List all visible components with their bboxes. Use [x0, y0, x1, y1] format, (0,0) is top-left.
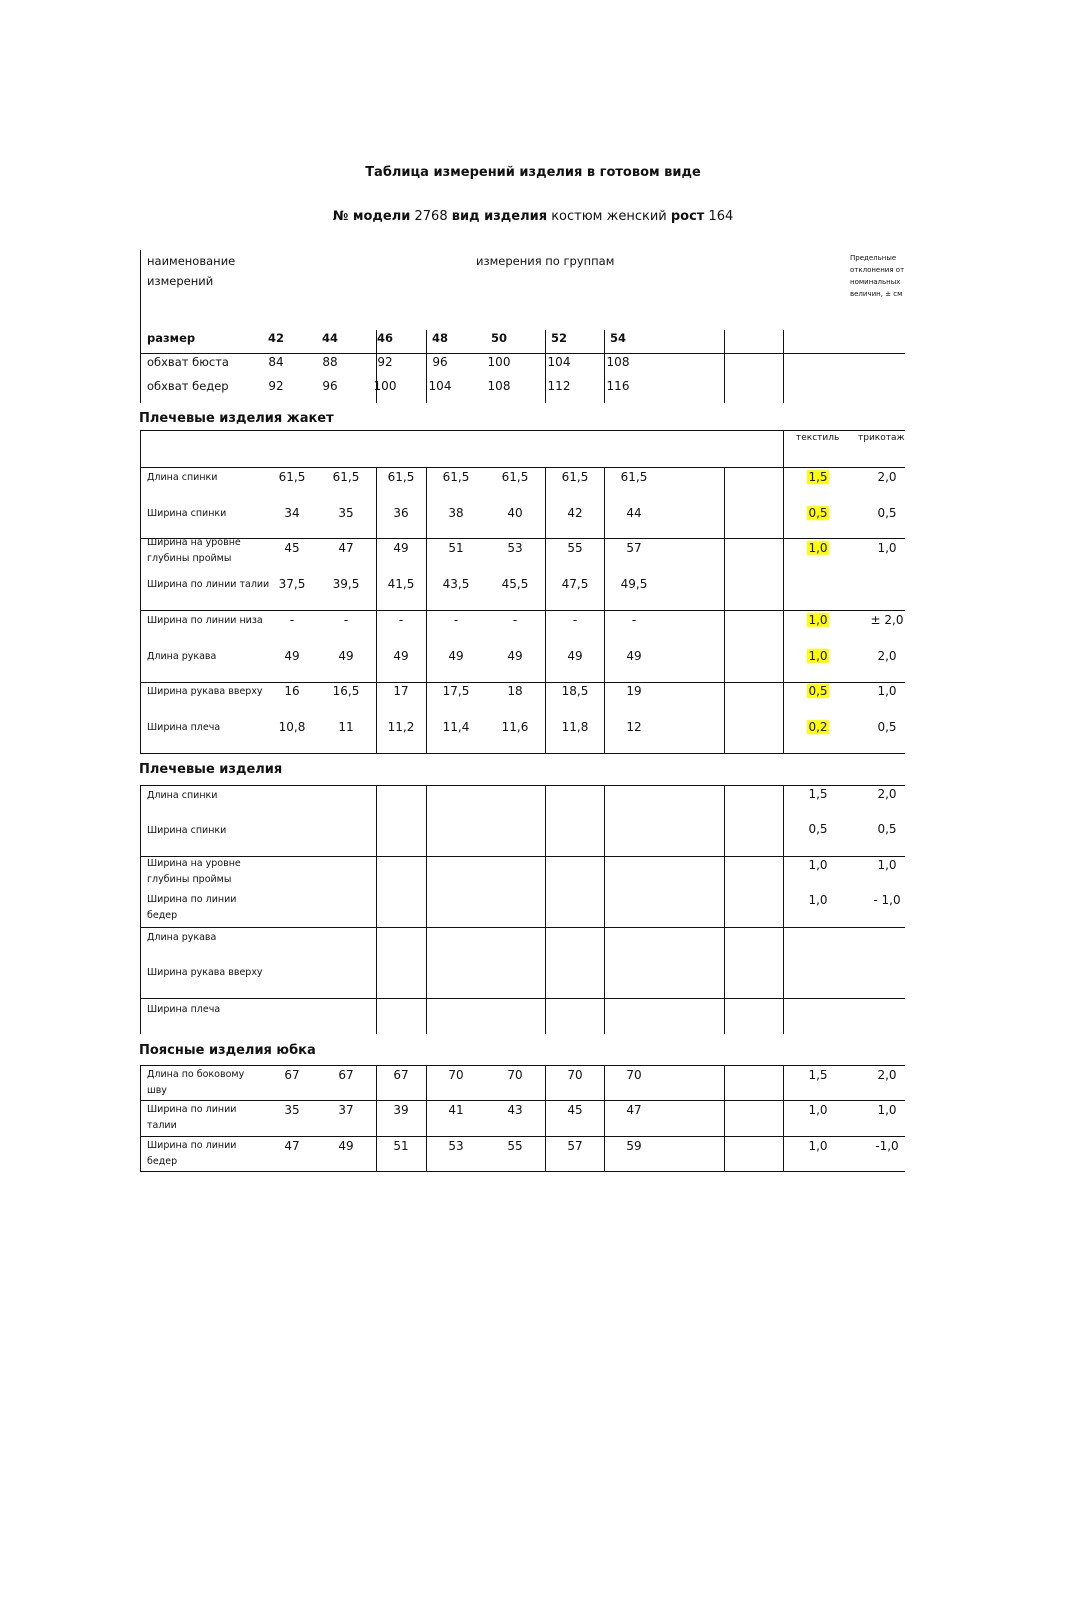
shoulder-row-label: Длина рукава — [147, 932, 217, 943]
skirt-value: 47 — [626, 1103, 642, 1117]
tolerance-knit-header: трикотаж — [858, 433, 905, 443]
jacket-value: 18 — [507, 684, 523, 698]
tolerance-header-line: номинальных — [850, 278, 901, 286]
shoulder-knit-tolerance-value: - 1,0 — [873, 893, 901, 907]
shoulder-row-label: бедер — [147, 910, 178, 921]
shoulder-column-line — [426, 785, 427, 1034]
skirt-value: 49 — [338, 1139, 354, 1153]
jacket-row-label: глубины проймы — [147, 553, 232, 564]
jacket-value: 45,5 — [501, 577, 529, 591]
shoulder-row-label: Ширина рукава вверху — [147, 967, 263, 978]
section-title-shoulder: Плечевые изделия — [139, 762, 283, 777]
jacket-textile-tolerance — [793, 506, 843, 520]
jacket-grid-line — [140, 753, 905, 754]
skirt-value: 70 — [567, 1068, 583, 1082]
skirt-knit-tolerance-value: 2,0 — [877, 1068, 897, 1082]
jacket-value: 11,4 — [442, 720, 470, 734]
jacket-value: 51 — [448, 541, 464, 555]
jacket-row-label: Ширина рукава вверху — [147, 686, 263, 697]
skirt-textile-tolerance-value: 1,0 — [808, 1103, 828, 1117]
jacket-textile-tolerance-value: 0,5 — [808, 506, 828, 520]
jacket-value: 53 — [507, 541, 523, 555]
jacket-value: 49 — [338, 649, 354, 663]
skirt-value: 53 — [448, 1139, 464, 1153]
shoulder-grid-line — [140, 998, 905, 999]
tolerance-textile-header: текстиль — [796, 433, 840, 443]
shoulder-knit-tolerance — [862, 787, 912, 801]
jacket-value: 61,5 — [278, 470, 306, 484]
skirt-grid-line — [140, 1136, 905, 1137]
jacket-value: 10,8 — [278, 720, 306, 734]
body-measure-value: 112 — [547, 379, 571, 393]
body-measure-value: 100 — [487, 355, 511, 369]
shoulder-grid-line — [140, 856, 905, 857]
skirt-value: 35 — [284, 1103, 300, 1117]
skirt-row-label: Длина по боковому — [147, 1069, 245, 1080]
skirt-row-label: талии — [147, 1120, 177, 1131]
jacket-value: 45 — [284, 541, 300, 555]
skirt-value: 43 — [507, 1103, 523, 1117]
jacket-value: 11,2 — [387, 720, 415, 734]
jacket-textile-tolerance — [793, 720, 843, 734]
shoulder-row-label: Длина спинки — [147, 790, 218, 801]
tolerance-header-line: величин, ± см — [850, 290, 903, 298]
body-measure-value: 88 — [322, 355, 338, 369]
page-title: Таблица измерений изделия в готовом виде — [365, 165, 701, 180]
section-title-skirt: Поясные изделия юбка — [139, 1043, 316, 1058]
jacket-value: 11,8 — [561, 720, 589, 734]
jacket-value: 41,5 — [387, 577, 415, 591]
jacket-knit-tolerance — [862, 649, 912, 663]
jacket-textile-tolerance-value: 1,5 — [808, 470, 828, 484]
jacket-value: 49 — [567, 649, 583, 663]
skirt-value: 59 — [626, 1139, 642, 1153]
jacket-knit-tolerance — [862, 684, 912, 698]
jacket-value: 49 — [393, 541, 409, 555]
skirt-column-line — [426, 1065, 427, 1172]
skirt-value: 37 — [338, 1103, 354, 1117]
jacket-value: 49 — [284, 649, 300, 663]
shoulder-textile-tolerance — [793, 787, 843, 801]
size-46: 46 — [376, 331, 393, 345]
jacket-value: 47,5 — [561, 577, 589, 591]
body-measure-value: 108 — [606, 355, 630, 369]
header-column-line — [724, 330, 725, 403]
jacket-value: 38 — [448, 506, 464, 520]
shoulder-textile-tolerance-value: 1,0 — [808, 893, 828, 907]
model-info — [0, 209, 1066, 224]
model-value: 2768 — [414, 209, 448, 224]
jacket-value: 47 — [338, 541, 354, 555]
size-54: 54 — [609, 331, 626, 345]
jacket-knit-tolerance-value: 0,5 — [877, 506, 897, 520]
model-label: № модели — [332, 209, 411, 224]
size-52: 52 — [550, 331, 567, 345]
jacket-value: 17 — [393, 684, 409, 698]
jacket-value: - — [631, 613, 637, 627]
skirt-column-line — [724, 1065, 725, 1172]
jacket-knit-tolerance — [862, 613, 912, 627]
skirt-value: 41 — [448, 1103, 464, 1117]
shoulder-textile-tolerance-value: 1,5 — [808, 787, 828, 801]
skirt-value: 70 — [626, 1068, 642, 1082]
jacket-value: 49 — [626, 649, 642, 663]
jacket-value: 61,5 — [442, 470, 470, 484]
jacket-value: 11 — [338, 720, 354, 734]
body-measure-value: 104 — [547, 355, 571, 369]
shoulder-column-line — [783, 785, 784, 1034]
jacket-value: 35 — [338, 506, 354, 520]
jacket-value: 43,5 — [442, 577, 470, 591]
skirt-value: 47 — [284, 1139, 300, 1153]
jacket-column-line — [545, 467, 546, 754]
jacket-textile-tolerance — [793, 613, 843, 627]
skirt-column-line — [604, 1065, 605, 1172]
jacket-textile-tolerance-value: 1,0 — [808, 613, 828, 627]
jacket-value: 61,5 — [501, 470, 529, 484]
jacket-value: 49,5 — [620, 577, 648, 591]
skirt-grid-line — [140, 1171, 905, 1172]
jacket-textile-tolerance — [793, 541, 843, 555]
jacket-textile-tolerance-value: 0,2 — [808, 720, 828, 734]
body-measure-value: 96 — [322, 379, 338, 393]
jacket-value: - — [572, 613, 578, 627]
table-left-border — [140, 1065, 141, 1172]
jacket-textile-tolerance-value: 0,5 — [808, 684, 828, 698]
size-label: размер — [147, 331, 196, 345]
table-left-border — [140, 430, 141, 754]
body-measure-value: 108 — [487, 379, 511, 393]
skirt-value: 67 — [393, 1068, 409, 1082]
jacket-column-line — [604, 467, 605, 754]
shoulder-column-line — [604, 785, 605, 1034]
skirt-row-label: Ширина по линии — [147, 1140, 237, 1151]
jacket-value: 40 — [507, 506, 523, 520]
shoulder-knit-tolerance — [862, 858, 912, 872]
body-measure-value: 104 — [428, 379, 452, 393]
shoulder-row-label: глубины проймы — [147, 874, 232, 885]
shoulder-column-line — [376, 785, 377, 1034]
shoulder-column-line — [545, 785, 546, 1034]
skirt-value: 67 — [338, 1068, 354, 1082]
body-measure-label: обхват бюста — [147, 355, 229, 369]
jacket-value: 42 — [567, 506, 583, 520]
body-measure-value: 92 — [268, 379, 284, 393]
jacket-value: - — [398, 613, 404, 627]
section-top-line — [140, 430, 905, 431]
jacket-row-label: Длина спинки — [147, 472, 218, 483]
skirt-row-label: Ширина по линии — [147, 1104, 237, 1115]
skirt-value: 55 — [507, 1139, 523, 1153]
shoulder-knit-tolerance-value: 1,0 — [877, 858, 897, 872]
skirt-knit-tolerance-value: -1,0 — [875, 1139, 899, 1153]
jacket-value: - — [453, 613, 459, 627]
jacket-value: 57 — [626, 541, 642, 555]
jacket-knit-tolerance — [862, 541, 912, 555]
skirt-value: 39 — [393, 1103, 409, 1117]
shoulder-knit-tolerance — [862, 893, 912, 907]
jacket-value: 36 — [393, 506, 409, 520]
jacket-value: 44 — [626, 506, 642, 520]
jacket-value: 18,5 — [561, 684, 589, 698]
jacket-column-line — [724, 467, 725, 754]
skirt-value: 67 — [284, 1068, 300, 1082]
jacket-knit-tolerance-value: 1,0 — [877, 684, 897, 698]
jacket-value: 49 — [507, 649, 523, 663]
jacket-row-label: Ширина спинки — [147, 508, 227, 519]
jacket-value: - — [512, 613, 518, 627]
skirt-knit-tolerance — [862, 1103, 912, 1117]
skirt-textile-tolerance — [793, 1068, 843, 1082]
table-left-border — [140, 250, 141, 403]
jacket-value: 16,5 — [332, 684, 360, 698]
jacket-value: 37,5 — [278, 577, 306, 591]
skirt-value: 70 — [507, 1068, 523, 1082]
section-title-jacket: Плечевые изделия жакет — [139, 411, 334, 426]
body-measure-value: 84 — [268, 355, 284, 369]
jacket-value: 61,5 — [561, 470, 589, 484]
jacket-value: 39,5 — [332, 577, 360, 591]
jacket-knit-tolerance — [862, 506, 912, 520]
skirt-row-label: шву — [147, 1085, 167, 1096]
skirt-knit-tolerance-value: 1,0 — [877, 1103, 897, 1117]
jacket-grid-line — [140, 682, 905, 683]
jacket-knit-tolerance — [862, 720, 912, 734]
shoulder-column-line — [724, 785, 725, 1034]
section-top-line — [140, 1065, 905, 1066]
jacket-knit-tolerance-value: 2,0 — [877, 649, 897, 663]
body-measure-label: обхват бедер — [147, 379, 229, 393]
skirt-textile-tolerance — [793, 1103, 843, 1117]
jacket-textile-tolerance — [793, 649, 843, 663]
jacket-column-line — [426, 467, 427, 754]
skirt-value: 70 — [448, 1068, 464, 1082]
jacket-textile-tolerance — [793, 684, 843, 698]
jacket-value: 19 — [626, 684, 642, 698]
height-value: 164 — [708, 209, 734, 224]
skirt-column-line — [545, 1065, 546, 1172]
shoulder-knit-tolerance-value: 2,0 — [877, 787, 897, 801]
jacket-value: 55 — [567, 541, 583, 555]
shoulder-textile-tolerance-value: 1,0 — [808, 858, 828, 872]
section-top-line — [140, 785, 905, 786]
jacket-textile-tolerance-value: 1,0 — [808, 541, 828, 555]
name-column-header-line2: измерений — [147, 274, 214, 288]
tolerance-header-line: Предельные — [850, 254, 897, 262]
shoulder-textile-tolerance — [793, 893, 843, 907]
height-label: рост — [670, 209, 705, 224]
size-44: 44 — [321, 331, 338, 345]
shoulder-row-label: Ширина плеча — [147, 1004, 221, 1015]
skirt-row-label: бедер — [147, 1156, 178, 1167]
jacket-textile-tolerance — [793, 470, 843, 484]
header-column-line — [783, 330, 784, 403]
body-measure-value: 116 — [606, 379, 630, 393]
groups-header: измерения по группам — [476, 254, 615, 268]
skirt-grid-line — [140, 1100, 905, 1101]
skirt-value: 51 — [393, 1139, 409, 1153]
body-measure-value: 100 — [373, 379, 397, 393]
kind-value: костюм женский — [551, 209, 667, 224]
skirt-textile-tolerance-value: 1,0 — [808, 1139, 828, 1153]
jacket-row-label: Длина рукава — [147, 651, 217, 662]
kind-label: вид изделия — [451, 209, 548, 224]
jacket-row-label: Ширина по линии талии — [147, 579, 270, 590]
jacket-value: 12 — [626, 720, 642, 734]
skirt-value: 57 — [567, 1139, 583, 1153]
header-row-line — [140, 353, 905, 354]
jacket-value: - — [343, 613, 349, 627]
jacket-row-label: Ширина по линии низа — [147, 615, 263, 626]
shoulder-knit-tolerance-value: 0,5 — [877, 822, 897, 836]
jacket-value: 34 — [284, 506, 300, 520]
jacket-grid-line — [140, 538, 905, 539]
jacket-knit-tolerance — [862, 470, 912, 484]
size-42: 42 — [267, 331, 284, 345]
shoulder-textile-tolerance — [793, 822, 843, 836]
jacket-value: 17,5 — [442, 684, 470, 698]
jacket-knit-tolerance-value: 1,0 — [877, 541, 897, 555]
jacket-value: 11,6 — [501, 720, 529, 734]
skirt-knit-tolerance — [862, 1068, 912, 1082]
shoulder-row-label: Ширина спинки — [147, 825, 227, 836]
jacket-grid-line — [140, 610, 905, 611]
skirt-textile-tolerance-value: 1,5 — [808, 1068, 828, 1082]
jacket-value: - — [289, 613, 295, 627]
jacket-row-label: Ширина на уровне — [147, 537, 241, 548]
jacket-knit-tolerance-value: 2,0 — [877, 470, 897, 484]
skirt-value: 45 — [567, 1103, 583, 1117]
tolerance-header-line: отклонения от — [850, 266, 905, 274]
jacket-value: 61,5 — [620, 470, 648, 484]
jacket-knit-tolerance-value: 0,5 — [877, 720, 897, 734]
skirt-textile-tolerance — [793, 1139, 843, 1153]
jacket-grid-line — [140, 467, 905, 468]
skirt-column-line — [783, 1065, 784, 1172]
shoulder-row-label: Ширина по линии — [147, 894, 237, 905]
shoulder-knit-tolerance — [862, 822, 912, 836]
jacket-value: 49 — [448, 649, 464, 663]
jacket-value: 16 — [284, 684, 300, 698]
jacket-value: 61,5 — [332, 470, 360, 484]
size-50: 50 — [490, 331, 507, 345]
shoulder-textile-tolerance-value: 0,5 — [808, 822, 828, 836]
body-measure-value: 96 — [432, 355, 448, 369]
shoulder-row-label: Ширина на уровне — [147, 858, 241, 869]
jacket-textile-tolerance-value: 1,0 — [808, 649, 828, 663]
table-left-border — [140, 785, 141, 1034]
skirt-knit-tolerance — [862, 1139, 912, 1153]
jacket-value: 49 — [393, 649, 409, 663]
shoulder-grid-line — [140, 927, 905, 928]
jacket-knit-tolerance-value: ± 2,0 — [870, 613, 904, 627]
size-48: 48 — [431, 331, 448, 345]
jacket-value: 61,5 — [387, 470, 415, 484]
shoulder-textile-tolerance — [793, 858, 843, 872]
name-column-header-line1: наименование — [147, 254, 236, 268]
body-measure-value: 92 — [377, 355, 393, 369]
tolerance-column-line — [783, 430, 784, 754]
jacket-row-label: Ширина плеча — [147, 722, 221, 733]
